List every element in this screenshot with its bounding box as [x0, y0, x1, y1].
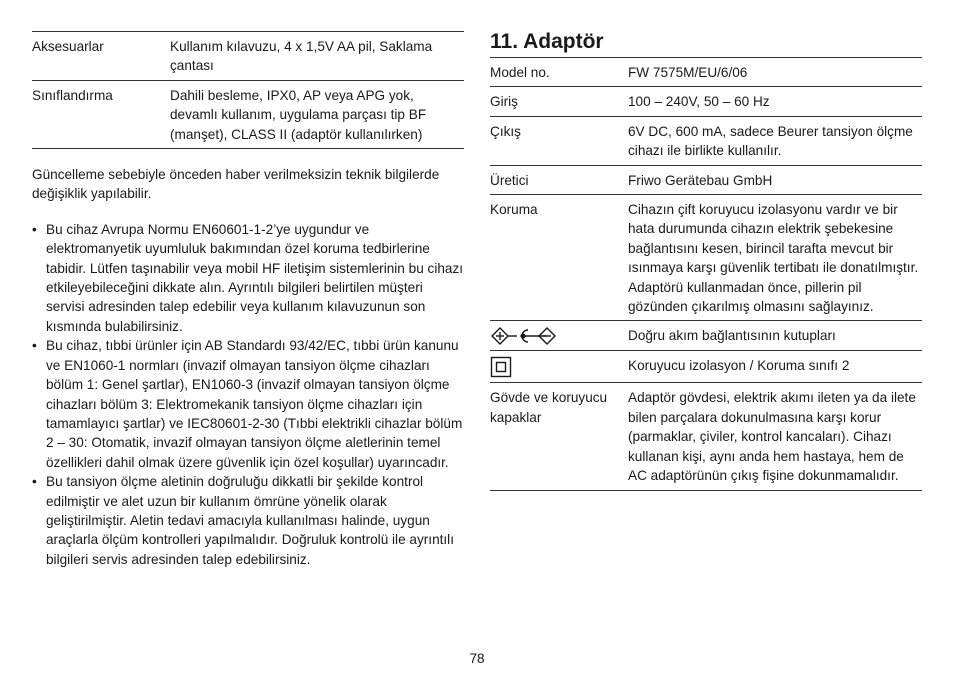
list-item: • Bu cihaz Avrupa Normu EN60601-1-2’ye uygundur ve elektromanyetik uyumluluk bakımından özel koruma tedbirlerine tabidir. Lütfen taşınabilir veya mobil HF iletişim sistemlerinin bu cihazı etkileyebileceğini dikkate alın. Ayrıntılı bilgileri belirtilen müşteri servisi adresinden talep edebilir veya kullanım kılavuzunun son kısmında bulabilirsiniz. [32, 220, 464, 336]
spec-label: Gövde ve koruyucu kapaklar [490, 383, 628, 490]
page-number: 78 [469, 651, 485, 666]
spec-label: Model no. [490, 58, 628, 87]
spec-value: FW 7575M/EU/6/06 [628, 58, 922, 87]
dc-polarity-icon [490, 326, 622, 346]
spec-label: Sınıflandırma [32, 80, 170, 148]
table-row [490, 58, 922, 87]
spec-label: Koruma [490, 195, 628, 321]
spec-label: Aksesuarlar [32, 32, 170, 81]
list-item: • Bu cihaz, tıbbi ürünler için AB Standardı 93/42/EC, tıbbi ürün kanunu ve EN1060-1 normları (invazif olmayan tansiyon ölçme cihazları bölüm 1: Genel şartlar), EN1060-3 (invazif olmayan tansiyon ölçme cihazları bölüm 3: Elektromekanik tansiyon ölçme cihazları için tamamlayıcı şartlar) ve IEC80601-2-30 (Tıbbi elektrikli cihazlar bölüm 2 – 30: Otomatik, invazif olmayan tansiyon ölçme aletlerinin temel özellikleri dahil olmak üzere güvenlik için özel koşullar) uyarıncadır. [32, 336, 464, 472]
protection-text: Cihazın çift koruyucu izolasyonu vardır ve bir hata durumunda cihazın elektrik şebekesine bağlantısını kesen, birincil tarafta mevcut bir ısınmaya karşı güvenlik tertibatı ile donatılmıştır. [628, 202, 919, 276]
table-row [32, 80, 464, 148]
left-spec-table [32, 31, 464, 149]
right-column [490, 31, 922, 491]
table-row [490, 351, 922, 383]
spec-value: Adaptör gövdesi, elektrik akımı ileten ya da ilete bilen parçalara dokunulmasına karşı korur (parmaklar, çiviler, kontrol kancaları). Cihazı kullanan kişi, aynı anda hem hastaya, hem de AC adaptörünün çıkış fişine dokunmamalıdır. [628, 383, 922, 490]
spec-label: Giriş [490, 87, 628, 116]
spec-label: Üretici [490, 165, 628, 194]
table-row [490, 116, 922, 165]
table-row [32, 32, 464, 81]
spec-label: Çıkış [490, 116, 628, 165]
spec-value [628, 195, 922, 321]
adapter-spec-table [490, 57, 922, 491]
table-row [490, 87, 922, 116]
spec-value: Kullanım kılavuzu, 4 x 1,5V AA pil, Saklama çantası [170, 32, 464, 81]
spec-value: 100 – 240V, 50 – 60 Hz [628, 87, 922, 116]
table-row [490, 195, 922, 321]
symbol-cell [490, 321, 628, 351]
battery-removal-text: Adaptörü kullanmadan önce, pillerin pil gözünden çıkarılmış olmasını sağlayınız. [628, 279, 874, 315]
spec-value: Koruyucu izolasyon / Koruma sınıfı 2 [628, 351, 922, 383]
symbol-cell [490, 351, 628, 383]
spec-value: Friwo Gerätebau GmbH [628, 165, 922, 194]
spec-value: Doğru akım bağlantısının kutupları [628, 321, 922, 351]
table-row [490, 165, 922, 194]
compliance-list [32, 220, 464, 569]
spec-value: Dahili besleme, IPX0, AP veya APG yok, devamlı kullanım, uygulama parçası tip BF (manşet), CLASS II (adaptör kullanılırken) [170, 80, 464, 148]
section-heading: 11. Adaptör [490, 30, 604, 53]
table-row [490, 383, 922, 490]
spec-value: 6V DC, 600 mA, sadece Beurer tansiyon ölçme cihazı ile birlikte kullanılır. [628, 116, 922, 165]
protection-class-2-icon [490, 356, 622, 378]
left-column [32, 31, 464, 569]
table-row [490, 321, 922, 351]
list-item: • Bu tansiyon ölçme aletinin doğruluğu dikkatli bir şekilde kontrol edilmiştir ve alet uzun bir kullanım ömrüne yönelik olarak geliştirilmiştir. Aletin tedavi amacıyla kullanılması halinde, uygun araçlarla ölçüm kontrolleri yapılmalıdır. Doğruluk kontrolü ile ayrıntılı bilgileri servis adresinden talep edebilirsiniz. [32, 472, 464, 569]
update-notice: Güncelleme sebebiyle önceden haber verilmeksizin teknik bilgilerde değişiklik yapılabilir. [32, 167, 440, 202]
